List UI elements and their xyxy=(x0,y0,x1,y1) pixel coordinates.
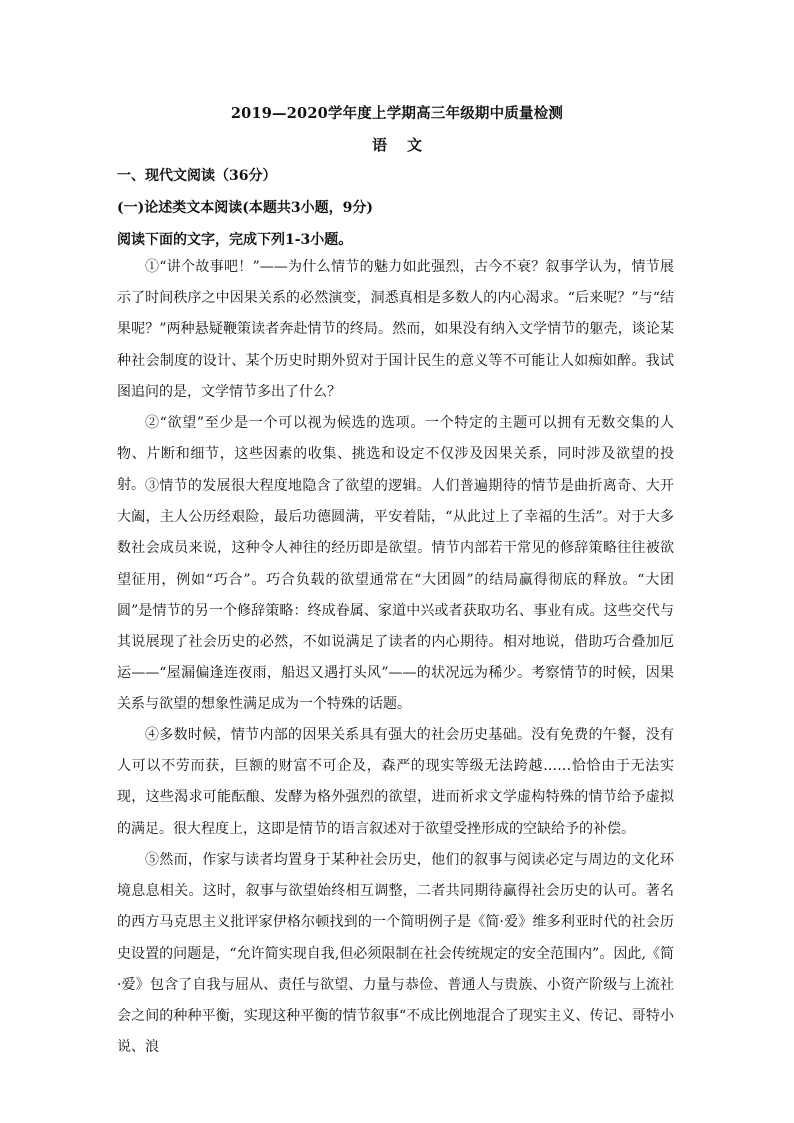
instruction-text: 阅读下面的文字，完成下列1-3小题。 xyxy=(117,232,353,248)
paragraph-2: ②“欲望”至少是一个可以视为候选的选项。一个特定的主题可以拥有无数交集的人物、片断和细节，这些因素的收集、挑选和设定不仅涉及因果关系，同时涉及欲望的投射。 xyxy=(117,415,674,494)
section-heading: 一、现代文阅读（36分） xyxy=(117,168,277,184)
exam-title: 2019—2020学年度上学期高三年级期中质量检测 xyxy=(230,105,564,122)
paragraph-1: ①“讲个故事吧！”——为什么情节的魅力如此强烈，古今不衰？叙事学认为，情节展示了时间秩序之中因果关系的必然演变，洞悉真相是多数人的内心渴求。“后来呢？”与“结果呢？”两种悬疑鞭策读者奔赴情节的终局。然而，如果没有纳入文学情节的躯壳，谈论某种社会制度的设计、某个历史时期外贸对于国计民生的意义等不可能让人如痴如醉。我试图追问的是，文学情节多出了什么？ xyxy=(117,259,674,400)
paragraph-3: ③情节的发展很大程度地隐含了欲望的逻辑。人们普遍期待的情节是曲折离奇、大开大阖，主人公历经艰险，最后功德圆满，平安着陆，“从此过上了幸福的生活”。对于大多数社会成员来说，这种令人神往的经历即是欲望。情节内部若干常见的修辞策略往往被欲望征用，例如“巧合”。巧合负载的欲望通常在“大团圆”的结局赢得彻底的释放。“大团圆”是情节的另一个修辞策略：终成眷属、家道中兴或者获取功名、事业有成。这些交代与其说展现了社会历史的必然，不如说满足了读者的内心期待。相对地说，借助巧合叠加厄运——“屋漏偏逢连夜雨，船迟又遇打头风”——的状况远为稀少。考察情节的时候，因果关系与欲望的想象性满足成为一个特殊的话题。 xyxy=(117,478,674,713)
paragraph-5: ⑤然而，作家与读者均置身于某种社会历史，他们的叙事与阅读必定与周边的文化环境息息相关。这时，叙事与欲望始终相互调整，二者共同期待赢得社会历史的认可。著名的西方马克思主义批评家伊格尔顿找到的一个简明例子是《简·爱》维多利亚时代的社会历史设置的问题是，“允许简实现自我,但必须限制在社会传统规定的安全范围内”。因此,《简·爱》包含了自我与屈从、责任与欲望、力量与恭俭、普通人与贵族、小资产阶级与上流社会之间的种种平衡，实现这种平衡的情节叙事“不成比例地混合了现实主义、传记、哥特小说、浪 xyxy=(117,852,674,1056)
subsection-heading: (一)论述类文本阅读(本题共3小题，9分) xyxy=(117,200,373,216)
subject-title: 语文 xyxy=(371,136,442,154)
paragraph-4: ④多数时候，情节内部的因果关系具有强大的社会历史基础。没有免费的午餐，没有人可以不劳而获，巨额的财富不可企及，森严的现实等级无法跨越……恰恰由于无法实现，这些渴求可能酝酿、发酵为格外强烈的欲望，进而祈求文学虚构特殊的情节给予虚拟的满足。很大程度上，这即是情节的语言叙述对于欲望受挫形成的空缺给予的补偿。 xyxy=(117,727,674,837)
